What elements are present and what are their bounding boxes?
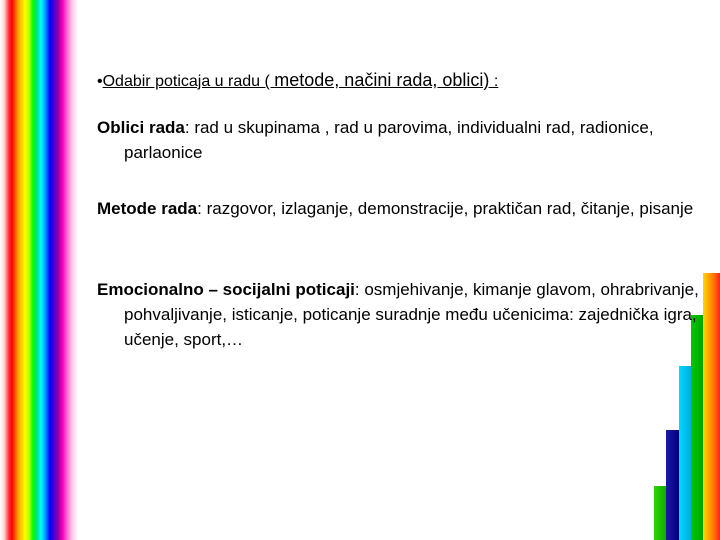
term-description: : osmjehivanje, kimanje glavom, ohrabrivanje, pohvaljivanje, isticanje, poticanje suradnje među učenicima: zajednička igra, učenje, sport,…: [124, 280, 699, 349]
slide-heading: [97, 70, 657, 91]
paragraph-oblici-rada: [97, 115, 704, 165]
bullet-glyph: •: [97, 73, 103, 90]
rainbow-bar: [703, 273, 720, 540]
term-description: : rad u skupinama , rad u parovima, individualni rad, radionice, parlaonice: [124, 118, 654, 162]
rainbow-bar: [666, 430, 679, 540]
heading-tail: :: [489, 73, 499, 90]
heading-lead: Odabir poticaja u radu (: [102, 73, 275, 90]
term-label: Metode rada: [97, 199, 198, 218]
term-description: : razgovor, izlaganje, demonstracije, praktičan rad, čitanje, pisanje: [197, 199, 694, 218]
term-label: Oblici rada: [97, 118, 185, 137]
paragraph-emocionalni-poticaji: [97, 277, 704, 352]
rainbow-stripe-left: [0, 0, 80, 540]
heading-parenthetical: metode, načini rada, oblici): [274, 70, 490, 90]
term-label: Emocionalno – socijalni poticaji: [97, 280, 355, 299]
paragraph-metode-rada: [97, 196, 704, 221]
